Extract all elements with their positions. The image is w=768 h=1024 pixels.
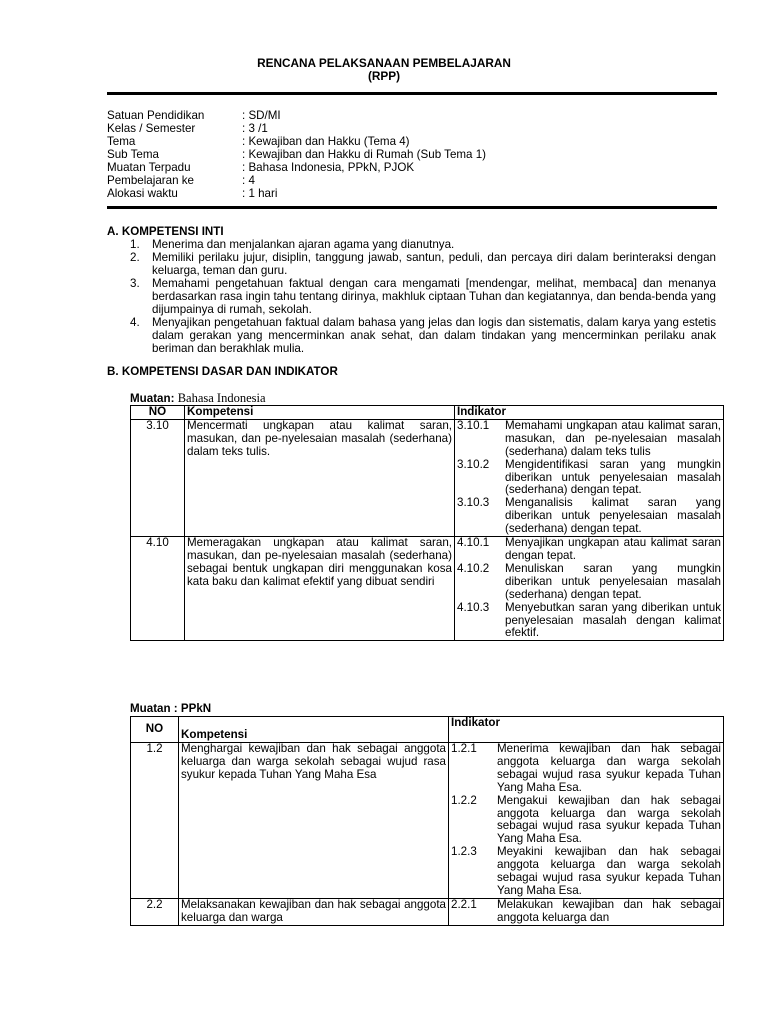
header-indikator: Indikator bbox=[455, 406, 724, 420]
indikator-item bbox=[457, 602, 721, 641]
info-label: Tema bbox=[107, 135, 136, 148]
ki-number: 2. bbox=[130, 251, 140, 264]
kd-kompetensi: Menghargai kewajiban dan hak sebagai anggota keluarga dan warga sekolah sebagai wujud rasa syukur kepada Tuhan Yang Maha Esa bbox=[179, 743, 449, 899]
kd-kompetensi: Memeragakan ungkapan atau kalimat saran, masukan, dan pe-nyelesaian masalah (sederhana) sebagai bentuk ungkapan diri menggunakan kosa kata baku dan kalimat efektif yang dibuat sendiri bbox=[185, 537, 455, 641]
indikator-text: Mengidentifikasi saran yang mungkin diberikan untuk penyelesaian masalah (sederhana) dengan tepat. bbox=[505, 457, 721, 497]
indikator-code: 1.2.3 bbox=[451, 845, 477, 859]
indikator-item bbox=[457, 563, 721, 602]
indikator-code: 4.10.3 bbox=[457, 600, 490, 614]
muatan-label-bahasa bbox=[130, 392, 266, 406]
indikator-item bbox=[451, 899, 721, 925]
header-indikator: Indikator bbox=[449, 717, 724, 743]
indikator-text: Menyajikan ungkapan atau kalimat saran dengan tepat. bbox=[505, 536, 721, 562]
header-no: NO bbox=[131, 406, 185, 420]
table-row bbox=[131, 743, 724, 899]
info-label: Alokasi waktu bbox=[107, 187, 178, 200]
ki-item bbox=[130, 278, 716, 317]
indikator-text: Meyakini kewajiban dan hak sebagai anggota keluarga dan warga sekolah sebagai wujud rasa syukur kepada Tuhan Yang Maha Esa. bbox=[497, 845, 721, 897]
kd-number: 2.2 bbox=[131, 898, 179, 925]
indikator-text: Menyebutkan saran yang diberikan untuk penyelesaian masalah dengan kalimat efektif. bbox=[505, 600, 721, 640]
table-row bbox=[131, 537, 724, 641]
indikator-text: Mengakui kewajiban dan hak sebagai anggota keluarga dan warga sekolah sebagai wujud rasa syukur kepada Tuhan Yang Maha Esa. bbox=[497, 793, 721, 846]
ki-text: Menyajikan pengetahuan faktual dalam bahasa yang jelas dan logis dan sistematis, dalam karya yang estetis dalam gerakan yang mencerminkan anak sehat, dan dalam tindakan yang mencerminkan perilaku anak beriman dan berakhlak mulia. bbox=[152, 316, 716, 355]
indikator-item bbox=[451, 846, 721, 898]
table-header-row bbox=[131, 406, 724, 420]
info-label: Satuan Pendidikan bbox=[107, 109, 205, 122]
indikator-code: 3.10.3 bbox=[457, 496, 490, 510]
section-a-heading: A. KOMPETENSI INTI bbox=[107, 225, 224, 238]
indikator-text: Memahami ungkapan atau kalimat saran, masukan, dan pe-nyelesaian masalah (sederhana) dalam teks tulis bbox=[505, 418, 721, 458]
ki-text: Memahami pengetahuan faktual dengan cara mengamati [mendengar, melihat, membaca] dan menanya berdasarkan rasa ingin tahu tentang dirinya, makhluk ciptaan Tuhan dan kegiatannya, dan benda-benda yang dijumpainya di rumah, sekolah. bbox=[152, 277, 716, 316]
info-label: Sub Tema bbox=[107, 148, 159, 161]
kd-number: 4.10 bbox=[131, 537, 185, 641]
indikator-code: 1.2.1 bbox=[451, 742, 477, 755]
info-divider bbox=[107, 206, 717, 209]
table-row bbox=[131, 898, 724, 925]
indikator-item bbox=[451, 795, 721, 847]
info-value: : Kewajiban dan Hakku (Tema 4) bbox=[242, 135, 410, 148]
info-value: : 3 /1 bbox=[242, 122, 268, 135]
ki-number: 4. bbox=[130, 316, 140, 329]
table-bahasa-indonesia bbox=[130, 405, 724, 641]
document-subtitle: (RPP) bbox=[367, 69, 401, 83]
indikator-item bbox=[457, 420, 721, 459]
kd-kompetensi: Mencermati ungkapan atau kalimat saran, masukan, dan pe-nyelesaian masalah (sederhana) dalam teks tulis. bbox=[185, 419, 455, 536]
indikator-text: Menganalisis kalimat saran yang diberikan untuk penyelesaian masalah (sederhana) dengan tepat. bbox=[505, 496, 721, 536]
kd-indikator-cell bbox=[455, 419, 724, 536]
indikator-text: Melakukan kewajiban dan hak sebagai anggota keluarga dan bbox=[497, 897, 721, 924]
ki-item bbox=[130, 317, 716, 356]
indikator-code: 4.10.2 bbox=[457, 561, 490, 575]
info-label: Kelas / Semester bbox=[107, 122, 196, 135]
muatan-subject: Bahasa Indonesia bbox=[177, 391, 266, 405]
ki-text: Menerima dan menjalankan ajaran agama yang dianutnya. bbox=[152, 238, 455, 251]
muatan-label-ppkn: Muatan : PPkN bbox=[130, 702, 212, 715]
kd-indikator-cell bbox=[455, 537, 724, 641]
ki-text: Memiliki perilaku jujur, disiplin, tanggung jawab, santun, peduli, dan percaya diri dalam berinteraksi dengan keluarga, teman dan guru. bbox=[152, 251, 716, 277]
indikator-code: 2.2.1 bbox=[451, 897, 477, 911]
ki-item bbox=[130, 252, 716, 278]
table-row bbox=[131, 419, 724, 536]
indikator-code: 3.10.2 bbox=[457, 457, 490, 471]
info-value: : Bahasa Indonesia, PPkN, PJOK bbox=[242, 161, 415, 174]
info-value: : Kewajiban dan Hakku di Rumah (Sub Tema 1) bbox=[242, 148, 487, 161]
indikator-item bbox=[457, 497, 721, 536]
indikator-item bbox=[451, 743, 721, 795]
indikator-code: 3.10.1 bbox=[457, 418, 490, 432]
indikator-item bbox=[457, 537, 721, 563]
muatan-prefix: Muatan: bbox=[130, 392, 175, 405]
indikator-text: Menerima kewajiban dan hak sebagai anggota keluarga dan warga sekolah sebagai wujud rasa syukur kepada Tuhan Yang Maha Esa. bbox=[497, 742, 721, 794]
header-no: NO bbox=[131, 717, 179, 743]
header-divider bbox=[107, 92, 717, 95]
kd-number: 1.2 bbox=[131, 743, 179, 899]
table-header-row bbox=[131, 717, 724, 743]
info-value: : 1 hari bbox=[242, 187, 278, 200]
info-value: : SD/MI bbox=[242, 109, 281, 122]
kd-indikator-cell bbox=[449, 743, 724, 899]
indikator-code: 4.10.1 bbox=[457, 536, 490, 550]
table-ppkn bbox=[130, 716, 724, 926]
header-kompetensi: Kompetensi bbox=[185, 406, 455, 420]
section-b-heading: B. KOMPETENSI DASAR DAN INDIKATOR bbox=[107, 365, 338, 378]
ki-number: 1. bbox=[130, 238, 140, 251]
info-value: : 4 bbox=[242, 174, 255, 187]
info-label: Pembelajaran ke bbox=[107, 174, 195, 187]
info-label: Muatan Terpadu bbox=[107, 161, 191, 174]
document-title: RENCANA PELAKSANAAN PEMBELAJARAN bbox=[257, 56, 511, 70]
ki-number: 3. bbox=[130, 277, 140, 290]
indikator-text: Menuliskan saran yang mungkin diberikan untuk penyelesaian masalah (sederhana) dengan tepat. bbox=[505, 561, 721, 601]
kd-number: 3.10 bbox=[131, 419, 185, 536]
indikator-code: 1.2.2 bbox=[451, 793, 477, 807]
kd-indikator-cell bbox=[449, 898, 724, 925]
kd-kompetensi: Melaksanakan kewajiban dan hak sebagai anggota keluarga dan warga bbox=[179, 898, 449, 925]
header-kompetensi: Kompetensi bbox=[179, 717, 449, 743]
indikator-item bbox=[457, 459, 721, 498]
